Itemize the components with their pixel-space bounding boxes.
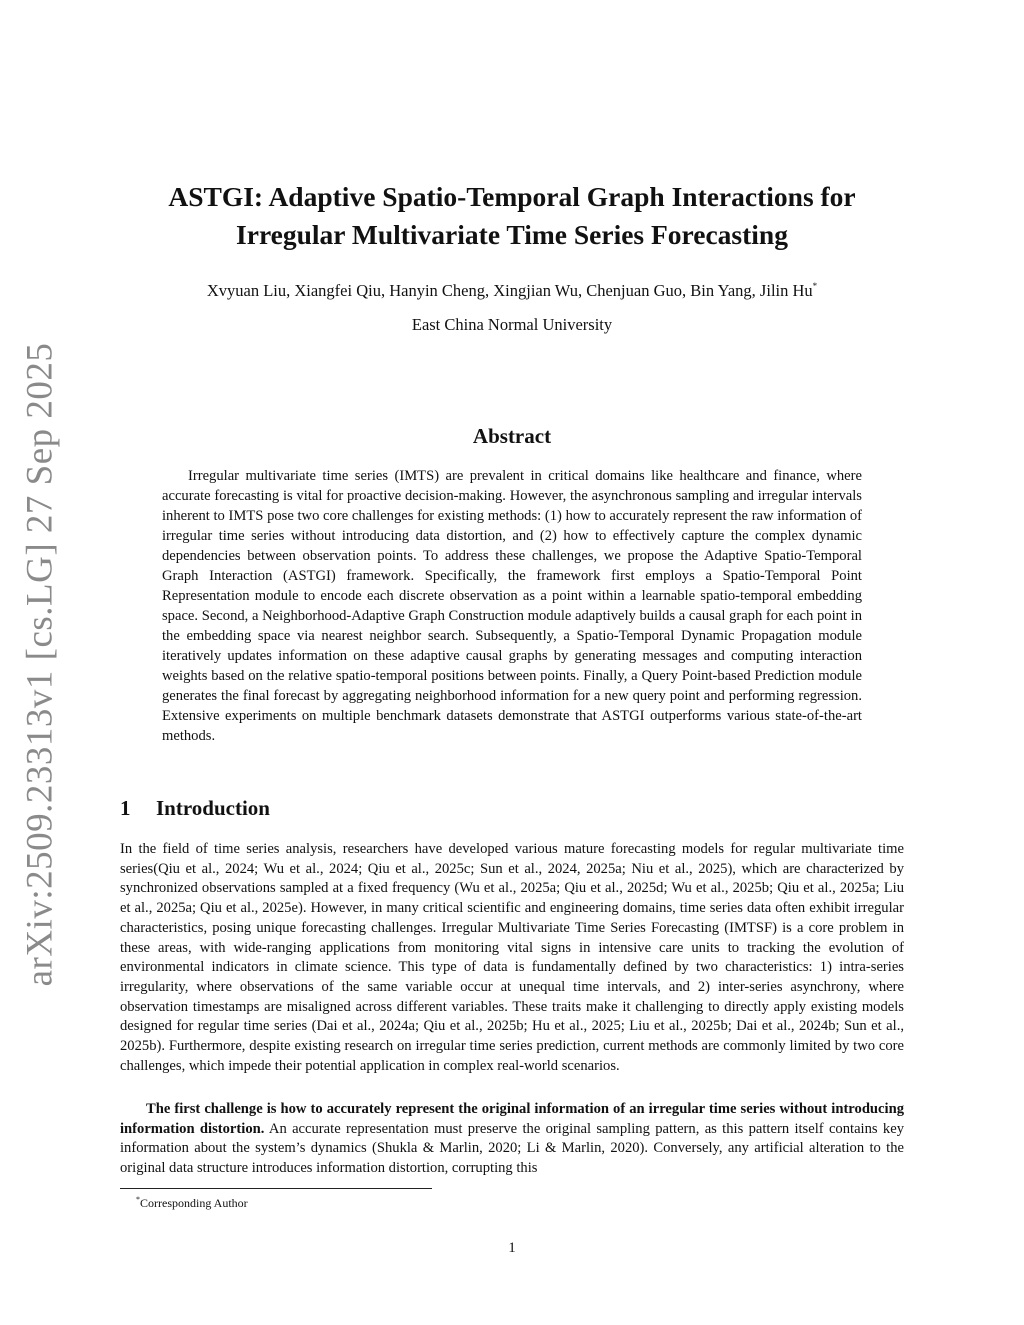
abstract-heading: Abstract xyxy=(472,424,552,448)
introduction-heading xyxy=(120,796,270,821)
author-list xyxy=(100,276,924,301)
paper-title-line-2: Irregular Multivariate Time Series Forecasting xyxy=(236,219,788,250)
page-number: 1 xyxy=(508,1240,516,1256)
abstract-body: Irregular multivariate time series (IMTS) are prevalent in critical domains like healthcare and finance, where accurate forecasting is vital for proactive decision-making. However, the asynchronous sampling and irregular intervals inherent to IMTS pose two core challenges for existing methods: (1) how to accurately represent the raw information of irregular time series without introducing data distortion, and (2) how to effectively capture the complex dynamic dependencies between observation points. To address these challenges, we propose the Adaptive Spatio-Temporal Graph Interaction (ASTGI) framework. Specifically, the framework first employs a Spatio-Temporal Point Representation module to encode each discrete observation as a point within a learnable spatio-temporal embedding space. Second, a Neighborhood-Adaptive Graph Construction module adaptively builds a causal graph for each point in the embedding space via nearest neighbor search. Subsequently, a Spatio-Temporal Dynamic Propagation module iteratively updates information on these adaptive causal graphs by generating messages and computing interaction weights based on the relative spatio-temporal positions between points. Finally, a Query Point-based Prediction module generates the final forecast by aggregating neighborhood information for a new query point and performing regression. Extensive experiments on multiple benchmark datasets demonstrate that ASTGI outperforms various state-of-the-art methods. xyxy=(162,468,862,744)
affiliation: East China Normal University xyxy=(411,315,613,334)
corresponding-author-mark: * xyxy=(812,281,818,291)
arxiv-identifier-text: arXiv:2509.23313v1 [cs.LG] 27 Sep 2025 xyxy=(19,342,61,986)
footnote-mark: * xyxy=(136,1195,140,1204)
introduction-paragraph-1: In the field of time series analysis, researchers have developed various mature forecasting models for regular multivariate time series(Qiu et al., 2024; Wu et al., 2024; Qiu et al., 2025c; Sun et al., 2024, 2025a; Niu et al., 2025), which are characterized by synchronized observations sampled at a fixed frequency (Wu et al., 2025a; Qiu et al., 2025d; Wu et al., 2025b; Qiu et al., 2025a; Liu et al., 2025a; Qiu et al., 2025e). However, in many critical scientific and engineering domains, time series data often exhibit irregular characteristics, posing unique forecasting challenges. Irregular Multivariate Time Series Forecasting (IMTSF) is a core problem in these areas, with wide-ranging applications from monitoring vital signs in intensive care units to tracking the evolution of environmental indicators in climate science. This type of data is fundamentally defined by two characteristics: 1) intra-series irregularity, where observations of the same variable occur at unequal time intervals, and 2) inter-series asynchrony, where observation timestamps are misaligned across different variables. These traits make it challenging to directly apply existing models designed for regular time series (Dai et al., 2024a; Qiu et al., 2025b; Hu et al., 2025; Liu et al., 2025b; Dai et al., 2024b; Sun et al., 2025b). Furthermore, despite existing research on irregular time series prediction, current methods are commonly limited by two core challenges, which impede their potential application in complex real-world scenarios. xyxy=(120,841,904,1074)
author-names: Xvyuan Liu, Xiangfei Qiu, Hanyin Cheng, Xingjian Wu, Chenjuan Guo, Bin Yang, Jilin Hu xyxy=(206,281,813,300)
paper-title xyxy=(100,178,924,254)
paper-title-line-1: ASTGI: Adaptive Spatio-Temporal Graph Interactions for xyxy=(168,181,856,212)
introduction-paragraph-2 xyxy=(120,1100,904,1179)
footnote xyxy=(136,1193,248,1210)
first-challenge-explanation: An accurate representation must preserve the original sampling pattern, as this pattern itself contains key information about the system’s dynamics (Shukla & Marlin, 2020; Li & Marlin, 2020). Conversely, any artificial alteration to the original data structure introduces information distortion, corrupting this xyxy=(120,1120,904,1177)
arxiv-identifier-stamp xyxy=(4,342,76,986)
first-challenge-statement: The first challenge is how to accurately represent the original information of an irregular time series without introducing information distortion. xyxy=(120,1101,904,1137)
section-number: 1 xyxy=(120,796,131,820)
footnote-text: Corresponding Author xyxy=(140,1196,248,1210)
section-title: Introduction xyxy=(156,796,270,820)
footnote-divider xyxy=(120,1188,432,1189)
